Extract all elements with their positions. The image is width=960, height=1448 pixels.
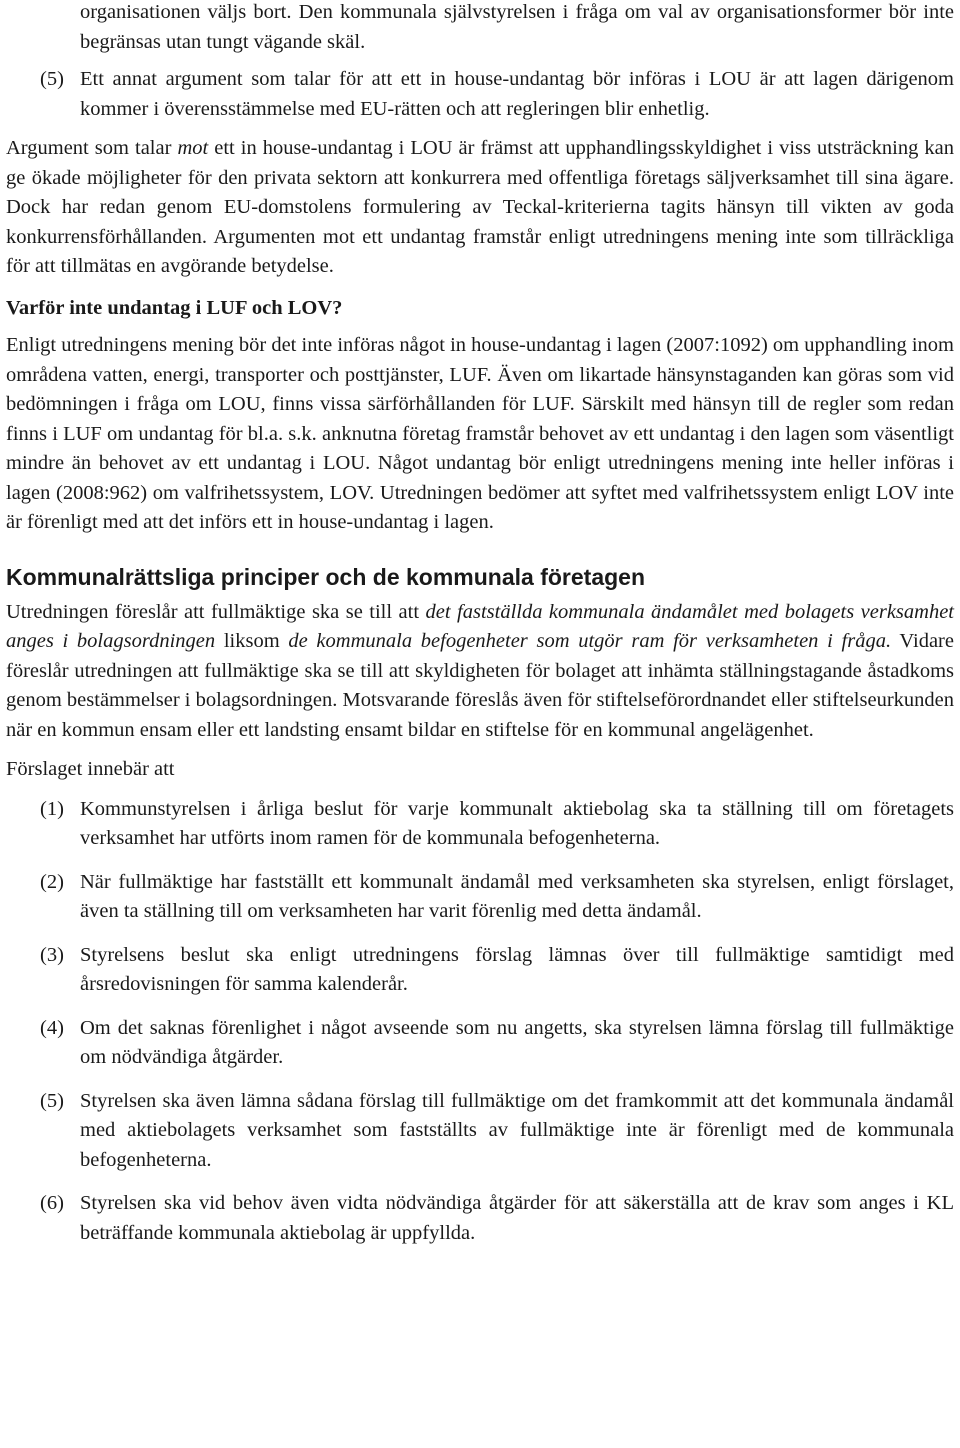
- luf-heading: Varför inte undantag i LUF och LOV?: [6, 296, 343, 319]
- argument-emphasis: mot: [177, 137, 209, 159]
- document-page: [6, 0, 954, 1262]
- principer-text-1: Utredningen föreslår att fullmäktige ska se till att: [6, 600, 426, 623]
- list-item: [6, 1014, 954, 1073]
- list-item-text: Styrelsen ska vid behov även vidta nödvändiga åtgärder för att säkerställa att de krav som anges i KL beträffande kommunala aktiebolag är uppfyllda.: [80, 1192, 954, 1244]
- section-heading: Kommunalrättsliga principer och de kommunala företagen: [6, 563, 646, 590]
- list-item-number: (6): [40, 1192, 64, 1214]
- list-item: [6, 868, 954, 927]
- list-item-number: (4): [40, 1016, 64, 1039]
- forslaget-list: [6, 795, 954, 1249]
- principer-text-3: Vidare föreslår utredningen att fullmäktige ska se till att skyldigheten för bolaget att inhämta ställningstagande åstadkoms genom bestämmelser i bolagsordningen. Motsvarande föreslås även för stiftelseförordnandet eller stiftelseurkunden när en kommun ensam eller ett landsting ensamt bildar en stiftelse för en kommunal angelägenhet.: [6, 630, 954, 741]
- list-item-text: Styrelsen ska även lämna sådana förslag till fullmäktige om det framkommit att det kommunala ändamål med aktiebolagets verksamhet som fastställts av fullmäktige inte är förenligt med de kommunala befogenheterna.: [80, 1089, 954, 1171]
- list-item: [6, 941, 954, 1000]
- list-item-text: Kommunstyrelsen i årliga beslut för varje kommunalt aktiebolag ska ta ställning till om företagets verksamhet har utförts inom ramen för de kommunala befogenheterna.: [80, 797, 954, 849]
- list-item-text: Om det saknas förenlighet i något avseende som nu angetts, ska styrelsen lämna förslag till fullmäktige om nödvändiga åtgärder.: [80, 1016, 954, 1068]
- continuation-text: organisationen väljs bort. Den kommunala självstyrelsen i fråga om val av organisationsformer bör inte begränsas utan tungt vägande skäl.: [80, 1, 954, 53]
- list-item-number: (2): [40, 870, 64, 893]
- argument-text-start: Argument som talar: [6, 137, 178, 159]
- list-item-text: När fullmäktige har fastställt ett kommunalt ändamål med verksamheten ska styrelsen, enligt förslaget, även ta ställning till om verksamheten har varit förenlig med detta ändamål.: [80, 870, 954, 922]
- argument-text-end: ett in house-undantag i LOU är främst att upphandlingsskyldighet i viss utsträckning kan ge ökade möjligheter för den privata sektorn att konkurrera med offentliga företags säljverksamhet till sina ägare. Dock har redan genom EU-domstolens formulering av Teckal-kriterierna tagits hänsyn till vikten av goda konkurrensförhållanden. Argumenten mot ett undantag framstår enligt utredningens mening inte som tillräckliga för att tillmätas en avgörande betydelse.: [6, 137, 955, 277]
- list-item-number: (5): [40, 68, 64, 90]
- list-item-text: Styrelsens beslut ska enligt utredningens förslag lämnas över till fullmäktige samtidigt med årsredovisningen för samma kalenderår.: [80, 943, 954, 995]
- list-item: [6, 1189, 954, 1248]
- luf-paragraph: Enligt utredningens mening bör det inte införas något in house-undantag i lagen (2007:1092) om upphandling inom områdena vatten, energi, transporter och posttjänster, LUF. Även om likartade hänsynstaganden kan göras som vid bedömningen i fråga om LOU, finns vissa särförhållanden för LUF. Särskilt med hänsyn till de regler som redan finns i LUF om undantag för bl.a. s.k. anknutna företag framstår behovet av ett undantag i den lagen som väsentligt mindre än behovet av ett undantag i LOU. Något undantag bör enligt utredningens mening inte heller införas i lagen (2008:962) om valfrihetssystem, LOV. Utredningen bedömer att syftet med valfrihetssystem enligt LOV inte är förenligt med att det införs ett in house-undantag i lagen.: [6, 334, 954, 533]
- argument-mot-paragraph: [6, 134, 954, 282]
- list-item: [6, 1087, 954, 1176]
- forslaget-intro: Förslaget innebär att: [6, 758, 175, 780]
- list-item-number: (5): [40, 1089, 64, 1112]
- list-item-number: (3): [40, 943, 64, 966]
- principer-paragraph: [6, 598, 954, 746]
- list-item: [6, 795, 954, 854]
- principer-emphasis-2: de kommunala befogenheter som utgör ram för verksamheten i fråga.: [288, 630, 892, 652]
- principer-text-2: liksom: [215, 630, 289, 652]
- list-item-number: (1): [40, 797, 64, 820]
- list-item-text: Ett annat argument som talar för att ett in house-undantag bör införas i LOU är att lagen därigenom kommer i överensstämmelse med EU-rätten och att regleringen blir enhetlig.: [80, 68, 954, 120]
- principer-emphasis-1: det fastställda kommunala ändamålet med bolagets verksamhet anges i bolagsordningen: [6, 600, 954, 652]
- list-item-top-5: [6, 65, 954, 124]
